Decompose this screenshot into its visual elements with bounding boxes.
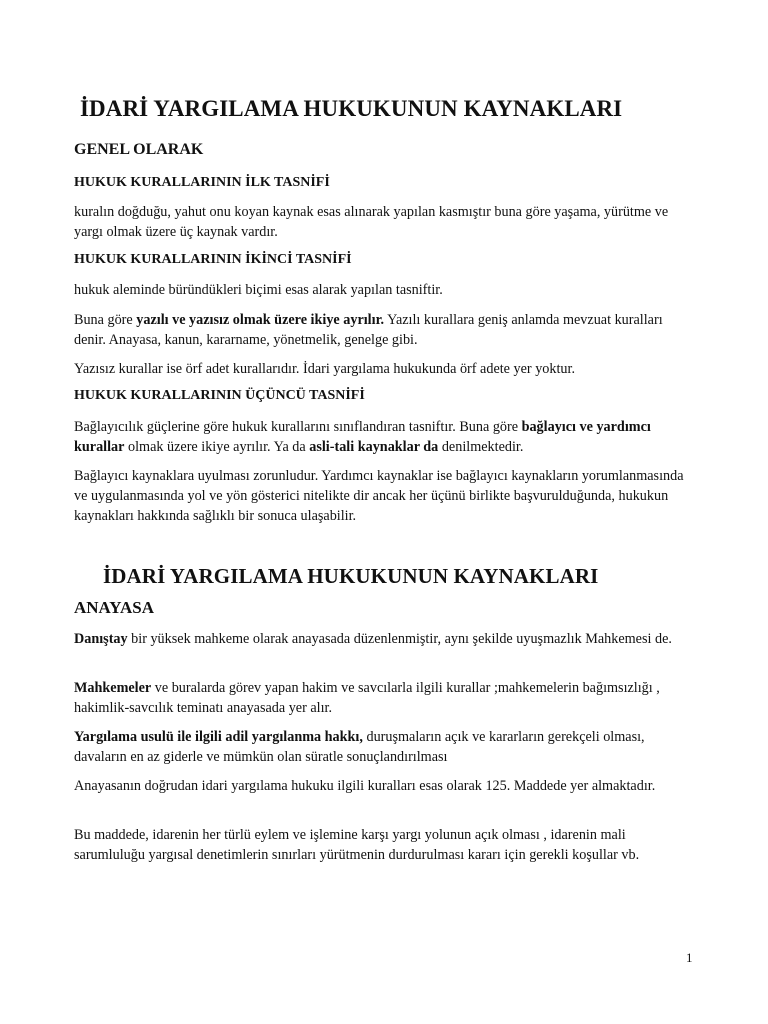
subheading-ikinci-tasnif: HUKUK KURALLARININ İKİNCİ TASNİFİ xyxy=(74,252,352,267)
bold-text: Mahkemeler xyxy=(74,680,152,696)
bold-text: Yargılama usulü ile ilgili adil yargılanma hakkı, xyxy=(74,729,363,745)
paragraph-maddede: Bu maddede, idarenin her türlü eylem ve işlemine karşı yargı yolunun açık olması , idarenin mali sarumluluğu yargısal denetimlerin sınırları yürütmenin durdurulması kararı için gerekli koşullar vb. xyxy=(74,827,640,863)
subheading-ilk-tasnif: HUKUK KURALLARININ İLK TASNİFİ xyxy=(74,175,330,190)
section-title-kaynaklar: İDARİ YARGILAMA HUKUKUNUN KAYNAKLARI xyxy=(103,564,599,588)
text-run: Bağlayıcılık güçlerine göre hukuk kurallarını sınıflandıran tasniftır. Buna göre xyxy=(74,419,522,435)
text-run: ve buralarda görev yapan hakim ve savcılarla ilgili kurallar ;mahkemelerin bağımsızlığı , hakimlik-savcılık teminatı anayasada yer alır. xyxy=(74,680,660,716)
bold-text: Danıştay xyxy=(74,631,128,647)
bold-text: yazılı ve yazısız olmak üzere ikiye ayrılır. xyxy=(136,312,385,328)
paragraph-baglayici-kaynaklar: Bağlayıcı kaynaklara uyulması zorunludur. Yardımcı kaynaklar ise bağlayıcı kaynakların yorumlanmasında ve uygulanmasında yol ve yön gösterici nitelikte dir ancak her üçünü birlikte başvurulduğunda, hukukun kaynakları hakkında sağlıklı bir sonuca ulaşabilir. xyxy=(74,468,684,524)
text-run: bir yüksek mahkeme olarak anayasada düzenlenmiştir, aynı şekilde uyuşmazlık Mahkemesi de. xyxy=(127,631,672,647)
paragraph-ikinci-tasnif: hukuk aleminde büründükleri biçimi esas alarak yapılan tasniftir. xyxy=(74,282,443,298)
bold-text: asli-tali kaynaklar da xyxy=(309,439,439,455)
page-title: İDARİ YARGILAMA HUKUKUNUN KAYNAKLARI xyxy=(80,96,623,121)
paragraph-yazisiz-kurallar: Yazısız kurallar ise örf adet kurallarıdır. İdari yargılama hukukunda örf adete yer yoktur. xyxy=(74,361,575,377)
bold-text: bağlayıcı ve yardımcı kurallar xyxy=(74,419,651,455)
text-run: Buna göre xyxy=(74,312,137,328)
text-run: Yazılı kurallara geniş anlamda mevzuat kuralları denir. Anayasa, kanun, kararname, yönetmelik, genelge gibi. xyxy=(74,312,663,348)
paragraph-danistay xyxy=(74,629,694,649)
paragraph-yazili-kurallar xyxy=(74,310,694,350)
section-heading-anayasa: ANAYASA xyxy=(74,598,154,617)
paragraph-yargilama-usulu xyxy=(74,727,694,767)
paragraph-mahkemeler xyxy=(74,678,694,718)
paragraph-madde-125: Anayasanın doğrudan idari yargılama hukuku ilgili kuralları esas olarak 125. Maddede yer almaktadır. xyxy=(74,778,656,794)
section-heading-genel-olarak: GENEL OLARAK xyxy=(74,141,204,158)
paragraph-ilk-tasnif: kuralın doğduğu, yahut onu koyan kaynak esas alınarak yapılan kasmıştır buna göre yaşama, yürütme ve yargı olmak üzere üç kaynak vardır. xyxy=(74,204,669,240)
page-number: 1 xyxy=(686,950,693,965)
text-run: duruşmaların açık ve kararların gerekçeli olması, davaların en az giderle ve mümkün olan süratle sonuçlandırılması xyxy=(74,729,645,765)
text-run: denilmektedir. xyxy=(438,439,524,455)
text-run: olmak üzere ikiye ayrılır. Ya da xyxy=(124,439,310,455)
subheading-ucuncu-tasnif: HUKUK KURALLARININ ÜÇÜNCÜ TASNİFİ xyxy=(74,388,365,403)
paragraph-ucuncu-tasnif xyxy=(74,417,694,457)
